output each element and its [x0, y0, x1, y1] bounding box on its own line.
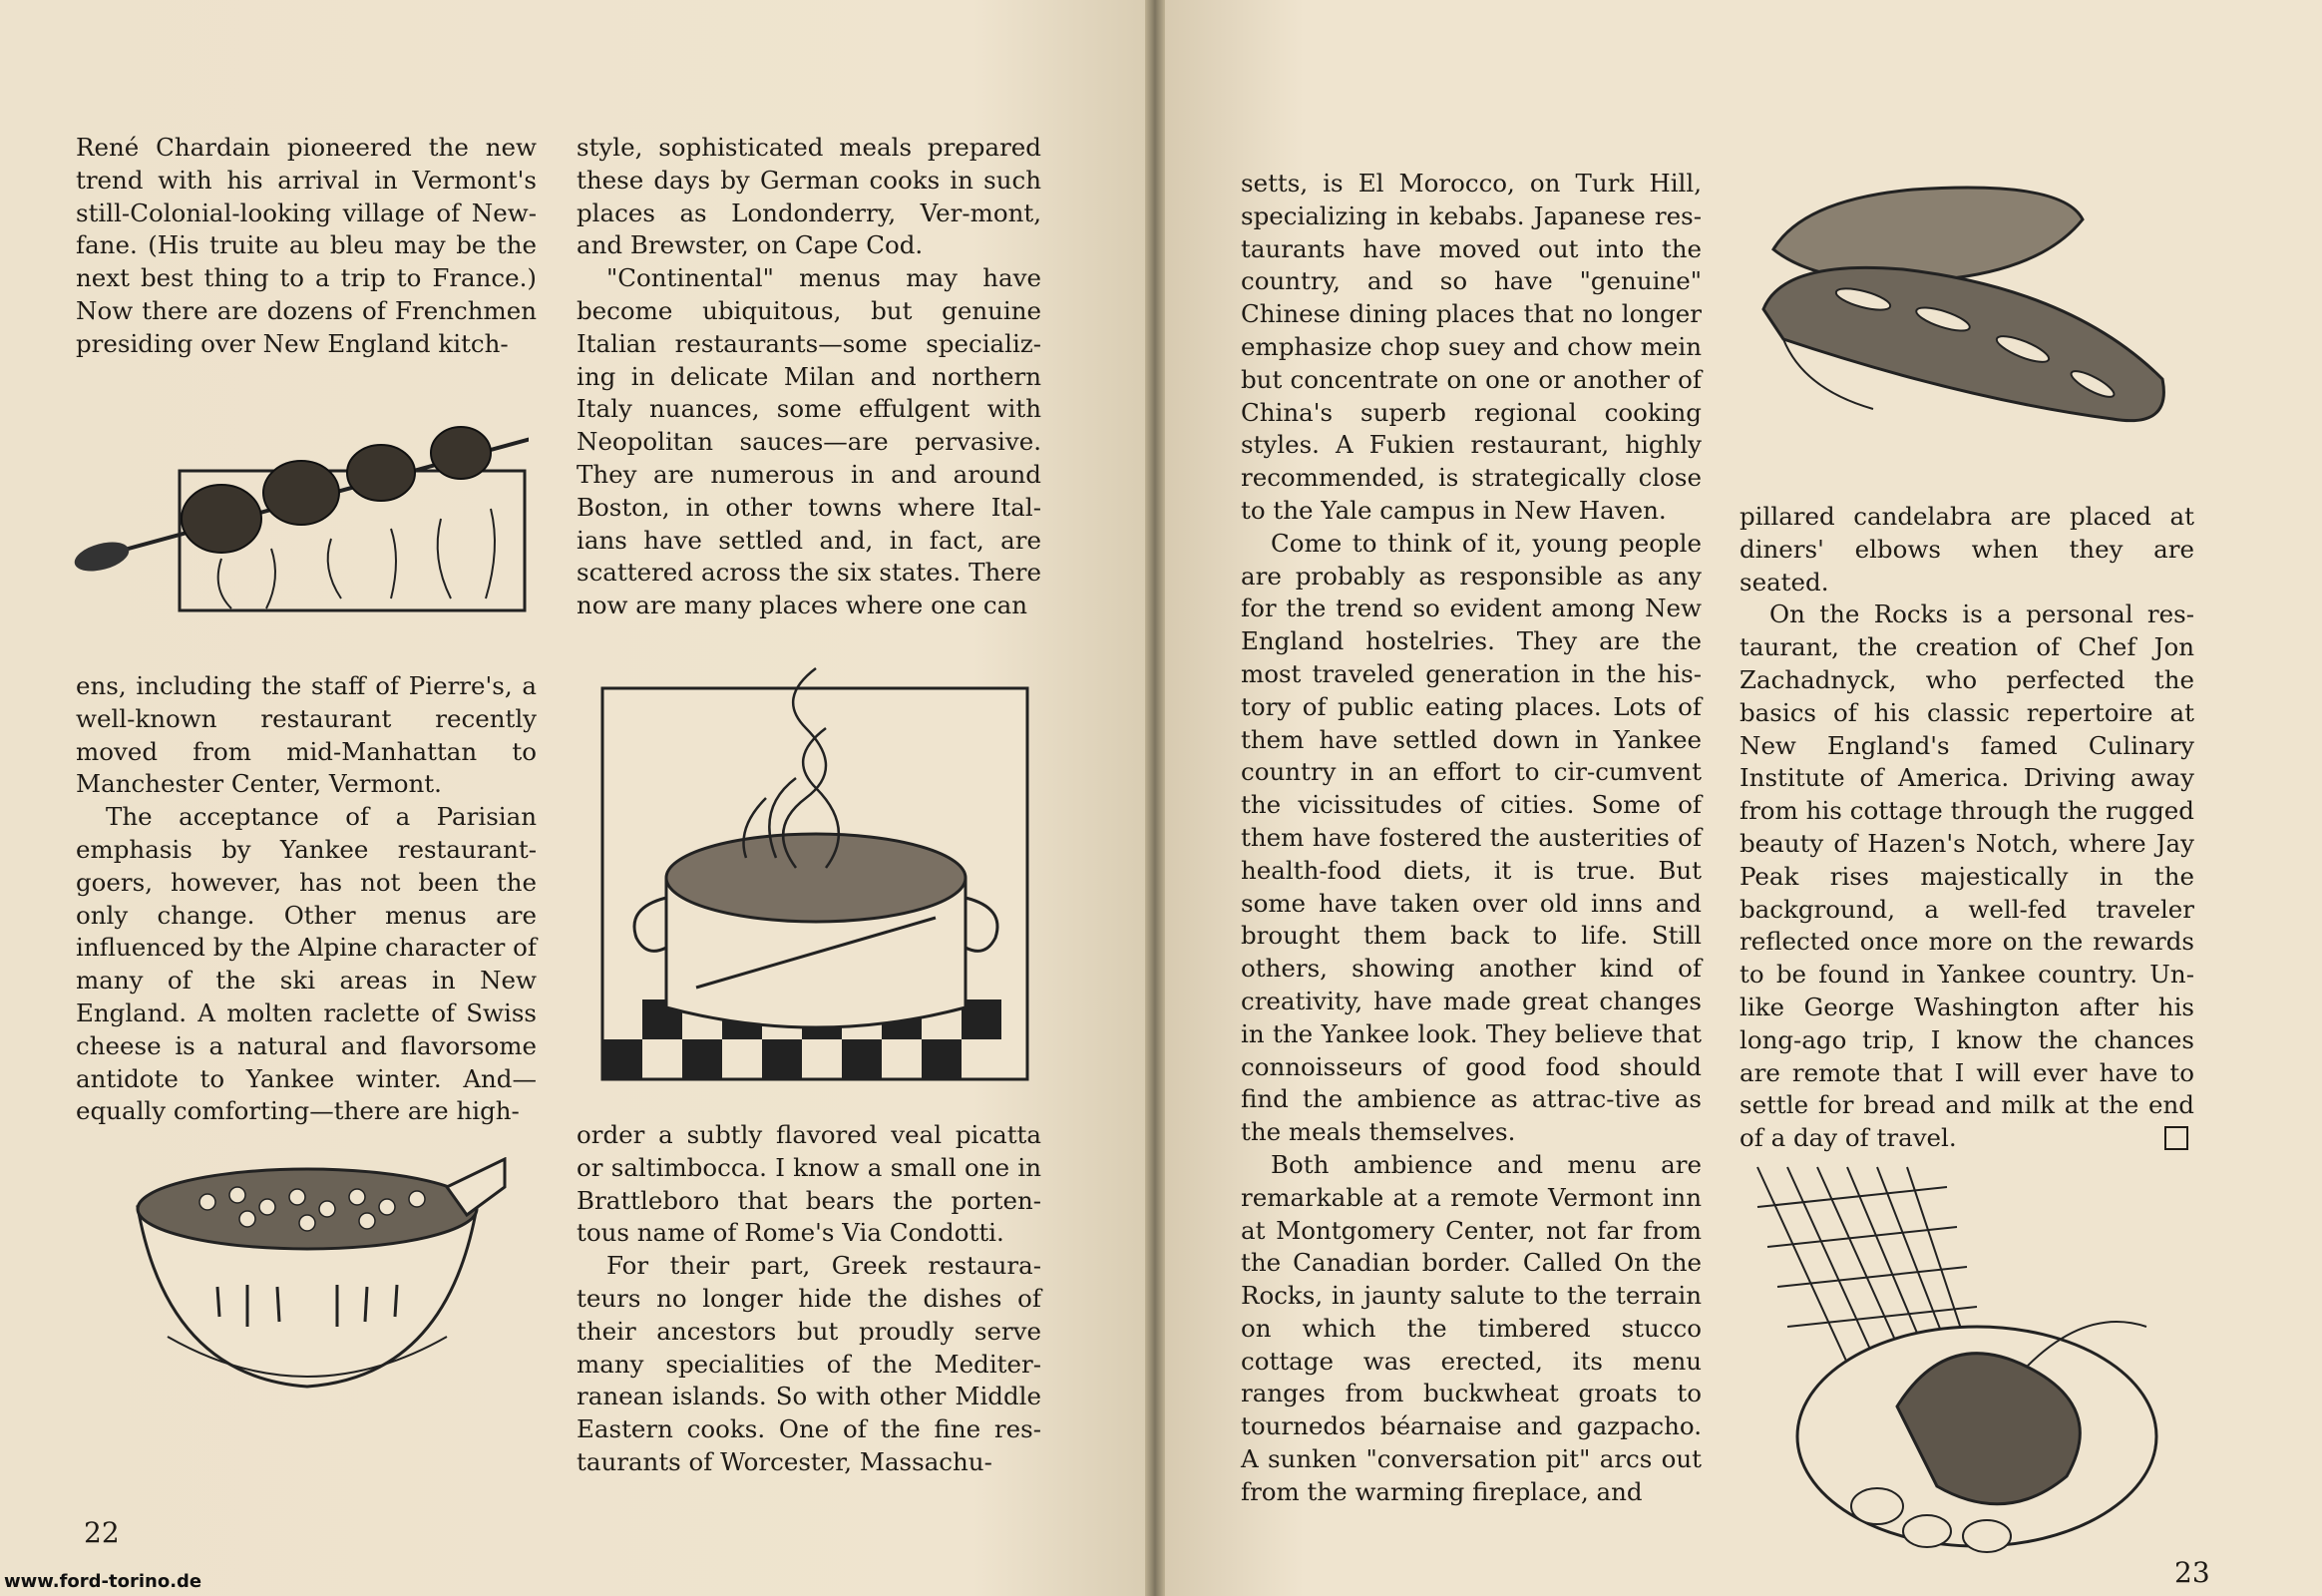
- paragraph: The acceptance of a Parisian emphasis by Yankee restaurant-goers, however, has not been the only change. Other menus are influenced by the Alpine character of many of the ski areas in New England. A molten raclette of Swiss cheese is a natural and flavorsome antidote to Yankee winter. And—equally comforting—there are high-: [76, 802, 537, 1126]
- page-number: 23: [2174, 1556, 2210, 1589]
- paragraph: ens, including the staff of Pierre's, a well-known restaurant recently moved from mid-Manhattan to Manchester Center, Vermont.: [76, 671, 537, 799]
- paragraph: "Continental" menus may have become ubiquitous, but genuine Italian restaurants—some specializ-ing in delicate Milan and northern Italy nuances, some effulgent with Neopolitan sauces—are pervasive. They are numerous in and around Boston, in other towns where Ital-ians have settled and, in fact, are scattered across the six states. There now are many places where one can: [577, 263, 1041, 620]
- end-mark-icon: [2164, 1126, 2188, 1150]
- pasta-pot-illustration: [596, 648, 1035, 1087]
- right-col2: [1740, 501, 2194, 1155]
- left-col1-top: [76, 132, 537, 361]
- paragraph: Come to think of it, young people are probably as responsible as any for the trend so evident among New England hostelries. They are the most traveled generation in the his-tory of public eating places. Lots of them have settled down in Yankee country in an effort to cir-cumvent the vicissitudes of cities. Some of them have fostered the austerities of health-food diets, it is true. But some have taken over old inns and brought them back to life. Still others, showing another kind of creativity, have made great changes in the Yankee look. They believe that connoisseurs of good food should find the ambience as attrac-tive as the meals themselves.: [1241, 528, 1702, 1147]
- french-bread-illustration: [1743, 160, 2182, 459]
- paragraph: order a subtly flavored veal picatta or saltimbocca. I know a small one in Brattleboro that bears the porten-tous name of Rome's Via Condotti.: [577, 1120, 1041, 1248]
- left-col1-bottom: [76, 670, 537, 1128]
- page-number: 22: [84, 1516, 120, 1549]
- left-col2-top: [577, 132, 1041, 622]
- paragraph-text: On the Rocks is a personal res-taurant, the creation of Chef Jon Zachadnyck, who perfected the basics of his classic repertoire at New England's famed Culinary Institute of America. Driving away from his cottage through the rugged beauty of Hazen's Notch, where Jay Peak rises majestically in the background, a well-fed traveler reflected once more on the rewards to be found in Yankee country. Un-like George Washington after his long-ago trip, I know the chances are remote that I will ever have to settle for bread and milk at the end of a day of travel.: [1740, 599, 2194, 1153]
- paragraph: pillared candelabra are placed at diners' elbows when they are seated.: [1740, 502, 2194, 597]
- paragraph: For their part, Greek restaura-teurs no longer hide the dishes of their ancestors but proudly serve many specialities of the Mediter-ranean islands. So with other Middle Eastern cooks. One of the fine res-taurants of Worcester, Massachu-: [577, 1251, 1041, 1476]
- fondue-pot-illustration: [128, 1157, 507, 1416]
- watermark: www.ford-torino.de: [4, 1571, 202, 1592]
- right-page: [1165, 0, 2322, 1596]
- lobster-illustration: [1747, 1147, 2166, 1566]
- paragraph: Both ambience and menu are remarkable at a remote Vermont inn at Montgomery Center, not far from the Canadian border. Called On the Rocks, in jaunty salute to the terrain on which the timbered stucco cottage was erected, its menu ranges from buckwheat groats to tournedos béarnaise and gazpacho. A sunken "conversation pit" arcs out from the warming fireplace, and: [1241, 1149, 1702, 1506]
- kebab-skewer-illustration: [72, 409, 529, 618]
- book-gutter: [1145, 0, 1165, 1596]
- paragraph: setts, is El Morocco, on Turk Hill, specializing in kebabs. Japanese res-taurants have moved out into the country, and so have "genuine" Chinese dining places that no longer emphasize chop suey and chow mein but concentrate on one or another of China's superb regional cooking styles. A Fukien restaurant, highly recommended, is strategically close to the Yale campus in New Haven.: [1241, 169, 1702, 525]
- paragraph: René Chardain pioneered the new trend with his arrival in Vermont's still-Colonial-looking village of New-fane. (His truite au bleu may be the next best thing to a trip to France.) Now there are dozens of Frenchmen presiding over New England kitch-: [76, 133, 537, 358]
- paragraph: style, sophisticated meals prepared these days by German cooks in such places as Londonderry, Ver-mont, and Brewster, on Cape Cod.: [577, 133, 1041, 260]
- right-col1: [1241, 168, 1702, 1509]
- left-col2-bottom: [577, 1119, 1041, 1479]
- paragraph: [1740, 598, 2194, 1155]
- left-page: [0, 0, 1145, 1596]
